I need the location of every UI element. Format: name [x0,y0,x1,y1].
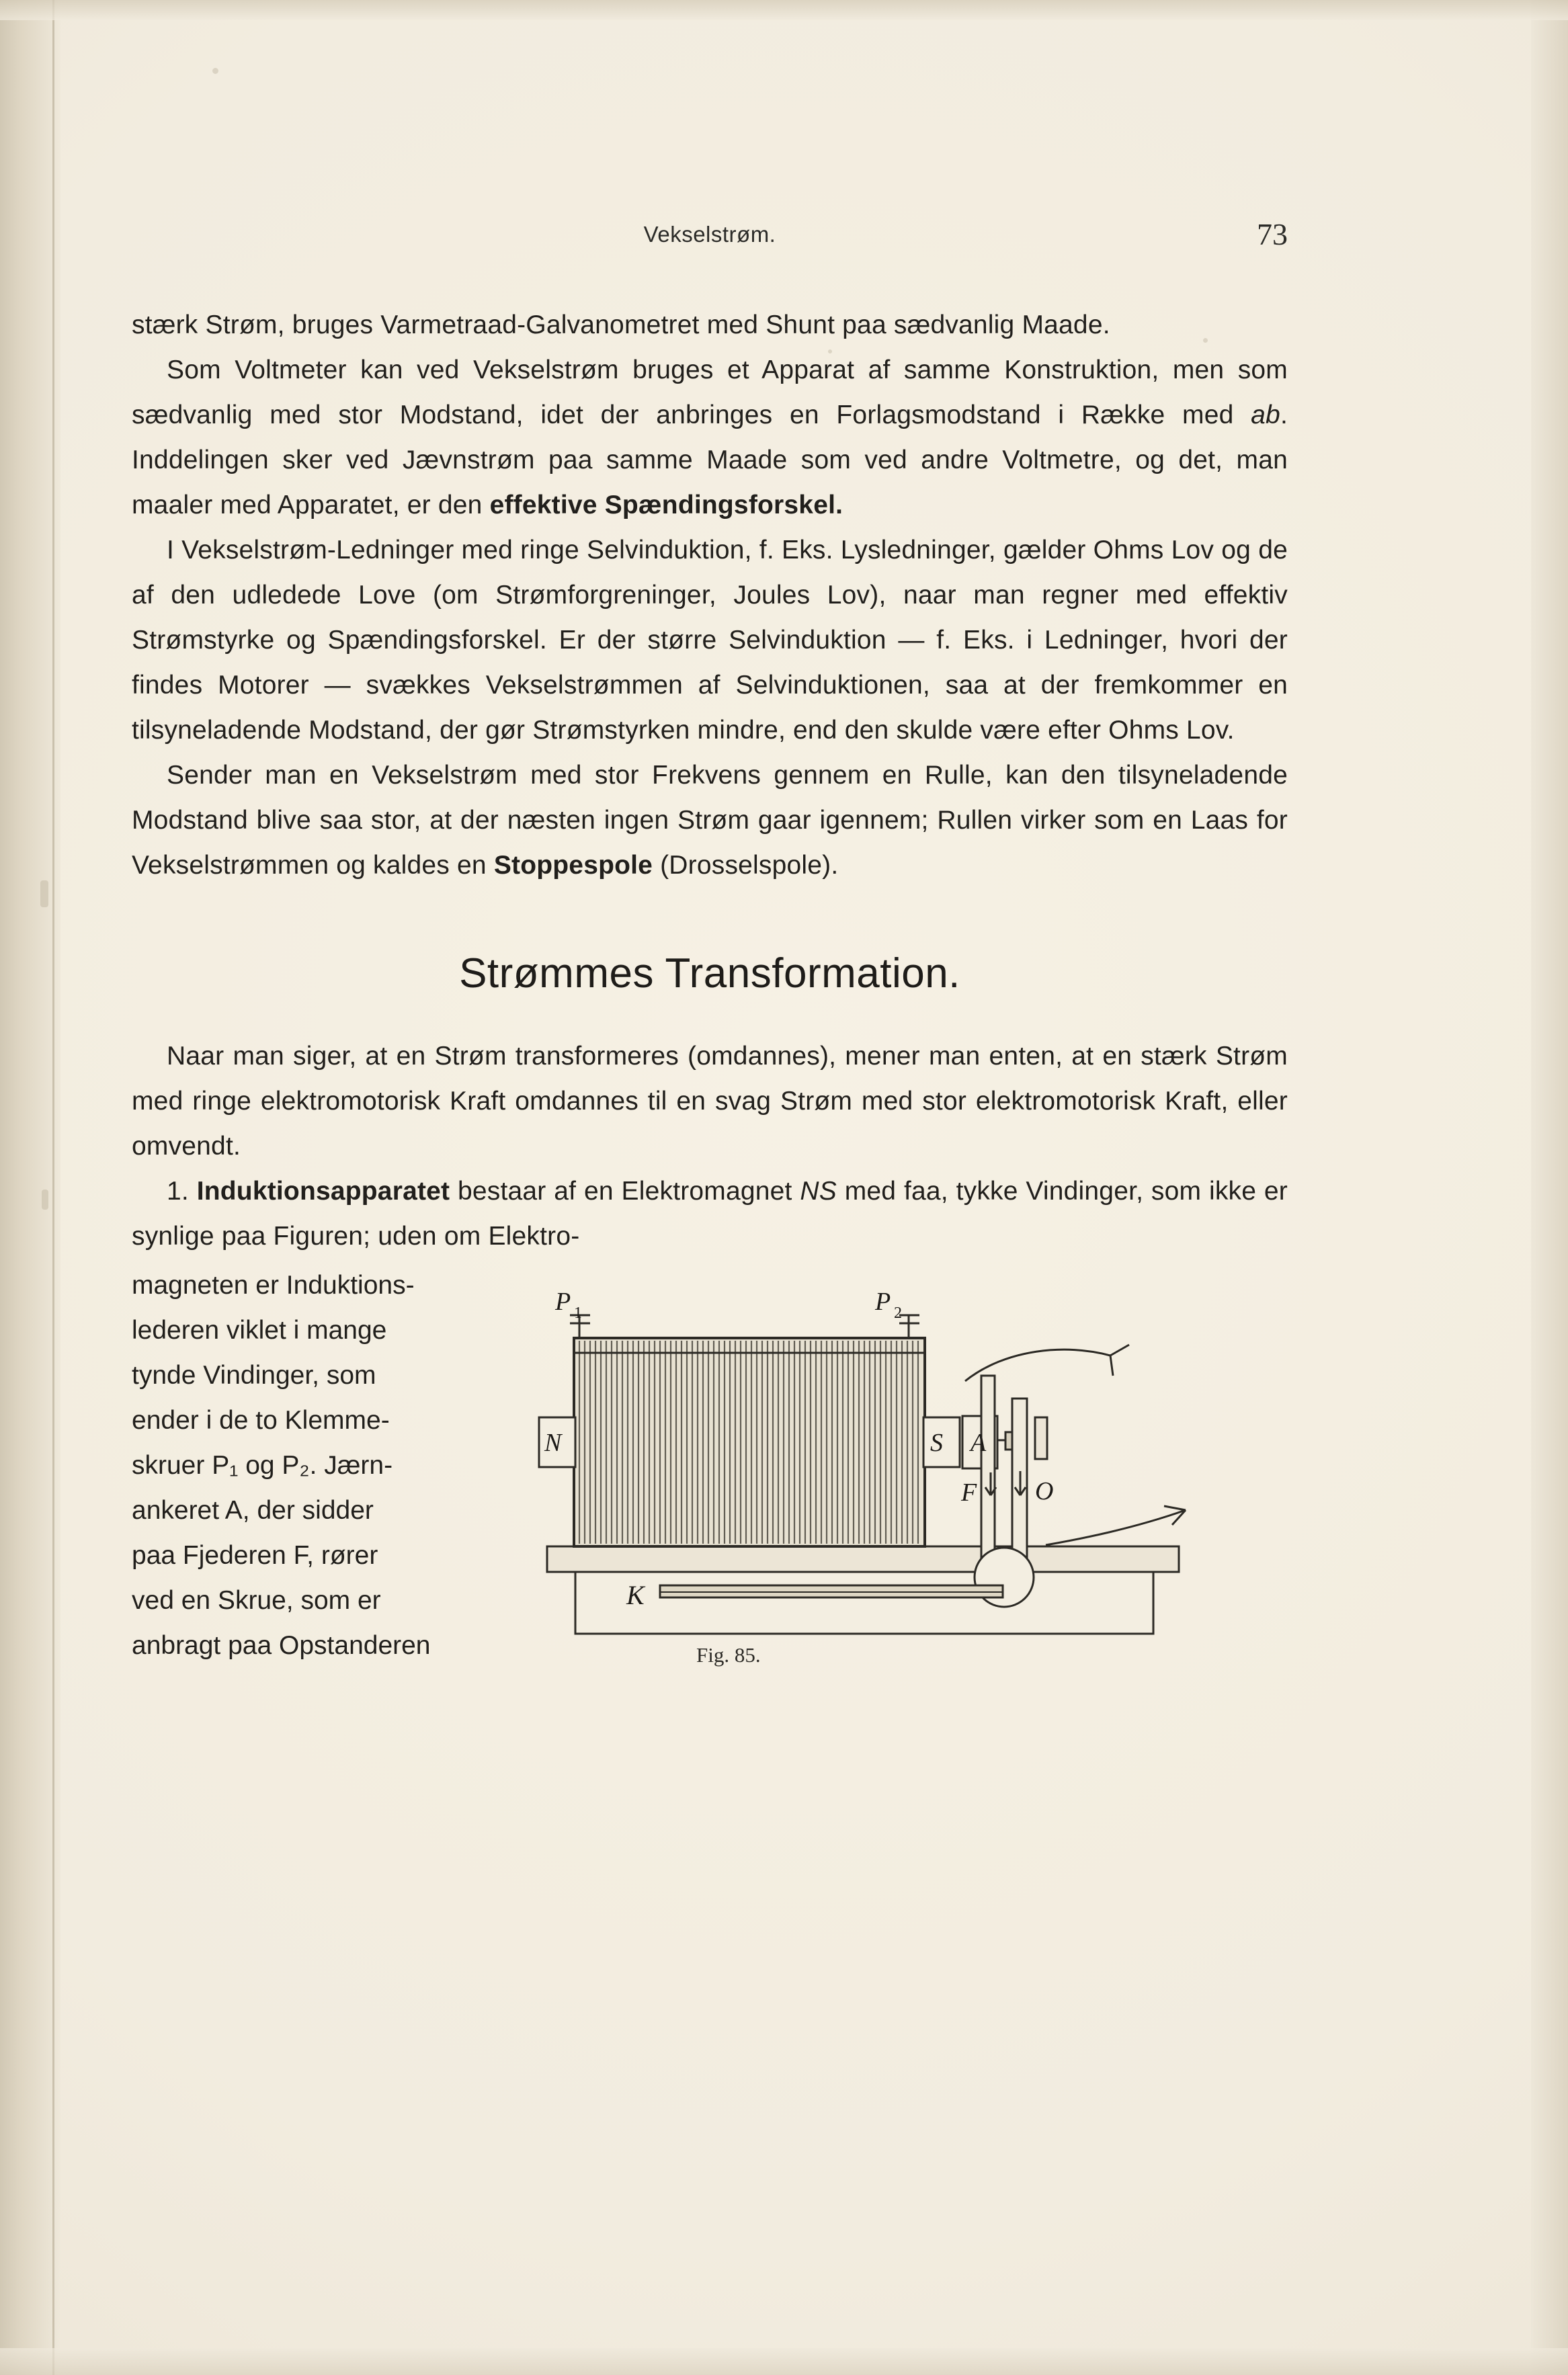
figure-text-line: lederen viklet i mange [132,1316,387,1345]
page-top-edge-shadow [0,0,1568,20]
figure-label-s: S [930,1429,943,1457]
running-head [132,217,1288,269]
page-bottom-edge-shadow [0,2348,1568,2375]
paragraph-4 [132,753,1288,888]
figure-text-line: tynde Vindinger, som [132,1361,376,1390]
paragraph-1 [132,302,1288,347]
page-left-margin-shadow [0,0,60,2375]
paragraph-1-text: stærk Strøm, bruges Varmetraad-Galvanometret med Shunt paa sædvanlig Maade. [132,310,1110,339]
figure-wrapped-text [132,1263,508,1668]
paragraph-2 [132,347,1288,528]
figure-label-p1-sub: 1 [574,1304,582,1322]
figure-text-line: ender i de to Klemme- [132,1406,390,1435]
section-paragraph-2-italic: NS [800,1177,837,1206]
paragraph-4-part-b: (Drosselspole). [653,851,839,880]
figure-85-illustration [535,1274,1288,1650]
paragraph-3-text: I Vekselstrøm-Ledninger med ringe Selvinduktion, f. Eks. Lysledninger, gælder Ohms Lov og de af den udledede Love (om Strømforgreninger, Joules Lov), naar man regner med effektiv Strømstyrke og Spændingsforskel. Er der større Selvinduktion — f. Eks. i Ledninger, hvori der findes Motorer — svækkes Vekselstrømmen af Selvinduktionen, saa at der fremkommer en tilsyneladende Modstand, der gør Strømstyrken mindre, end den skulde være efter Ohms Lov. [132,536,1288,745]
page-right-edge-shadow [1531,0,1568,2375]
induction-apparatus-diagram [535,1274,1288,1650]
section-paragraph-2-part-a: bestaar af en Elektromagnet [450,1177,800,1206]
figure-label-p2-sub: 2 [894,1304,902,1322]
figure-text-line: ved en Skrue, som er [132,1586,381,1615]
paper-speckle [212,68,218,74]
figure-block [132,1263,1288,1693]
figure-text-line: paa Fjederen F, rører [132,1541,378,1570]
paragraph-4-bold: Stoppespole [493,851,653,880]
figure-label-p1: P [555,1288,571,1316]
page-binding-line [52,0,54,2375]
figure-label-p2: P [875,1288,891,1316]
figure-text-line: ankeret A, der sidder [132,1496,374,1525]
paragraph-4-part-a: Sender man en Vekselstrøm med stor Frekvens gennem en Rulle, kan den tilsyneladende Modstand blive saa stor, at der næsten ingen Strøm gaar igennem; Rullen virker som en Laas for Vekselstrømmen og kaldes en [132,761,1288,880]
section-paragraph-1-text: Naar man siger, at en Strøm transformeres (omdannes), mener man enten, at en stærk Strøm med ringe elektromotorisk Kraft omdannes til en svag Strøm med stor elektromotorisk Kraft, eller omvendt. [132,1042,1288,1161]
paper-speckle [42,1190,48,1210]
figure-text-line: skruer P₁ og P₂. Jærn- [132,1451,393,1480]
section-paragraph-2-part-b: med faa, tykke Vindinger, som ikke er synlige paa Figuren; uden om Elektro- [132,1177,1288,1251]
page-number: 73 [1257,217,1288,251]
section-paragraph-1 [132,1034,1288,1169]
section-heading: Strømmes Transformation. [459,950,960,997]
section-paragraph-2-bold: Induktionsapparatet [196,1177,450,1206]
figure-text-line: anbragt paa Opstanderen [132,1631,431,1660]
figure-label-a: A [971,1429,987,1457]
paragraph-2-italic: ab [1251,401,1280,429]
figure-label-n: N [544,1429,562,1457]
paragraph-2-bold: effektive Spændingsforskel. [489,491,843,519]
paragraph-2-part-a: Som Voltmeter kan ved Vekselstrøm bruges et Apparat af samme Konstruktion, men som sædvanlig med stor Modstand, idet der anbringes en Forlagsmodstand i Række med [132,356,1288,429]
paragraph-3 [132,528,1288,753]
figure-text-line: magneten er Induktions- [132,1271,415,1300]
running-head-title: Vekselstrøm. [643,222,776,247]
figure-label-k: K [626,1580,645,1610]
paragraph-2-part-b: . Inddelingen sker ved Jævnstrøm paa samme Maade som ved andre Voltmetre, og det, man maaler med Apparatet, er den [132,401,1288,519]
paper-speckle [40,880,48,907]
figure-caption: Fig. 85. [696,1643,761,1667]
section-paragraph-2 [132,1169,1288,1259]
list-number: 1. [167,1177,189,1206]
figure-label-f: F [961,1478,977,1507]
figure-label-o: O [1035,1477,1054,1505]
page-content [132,217,1288,1693]
